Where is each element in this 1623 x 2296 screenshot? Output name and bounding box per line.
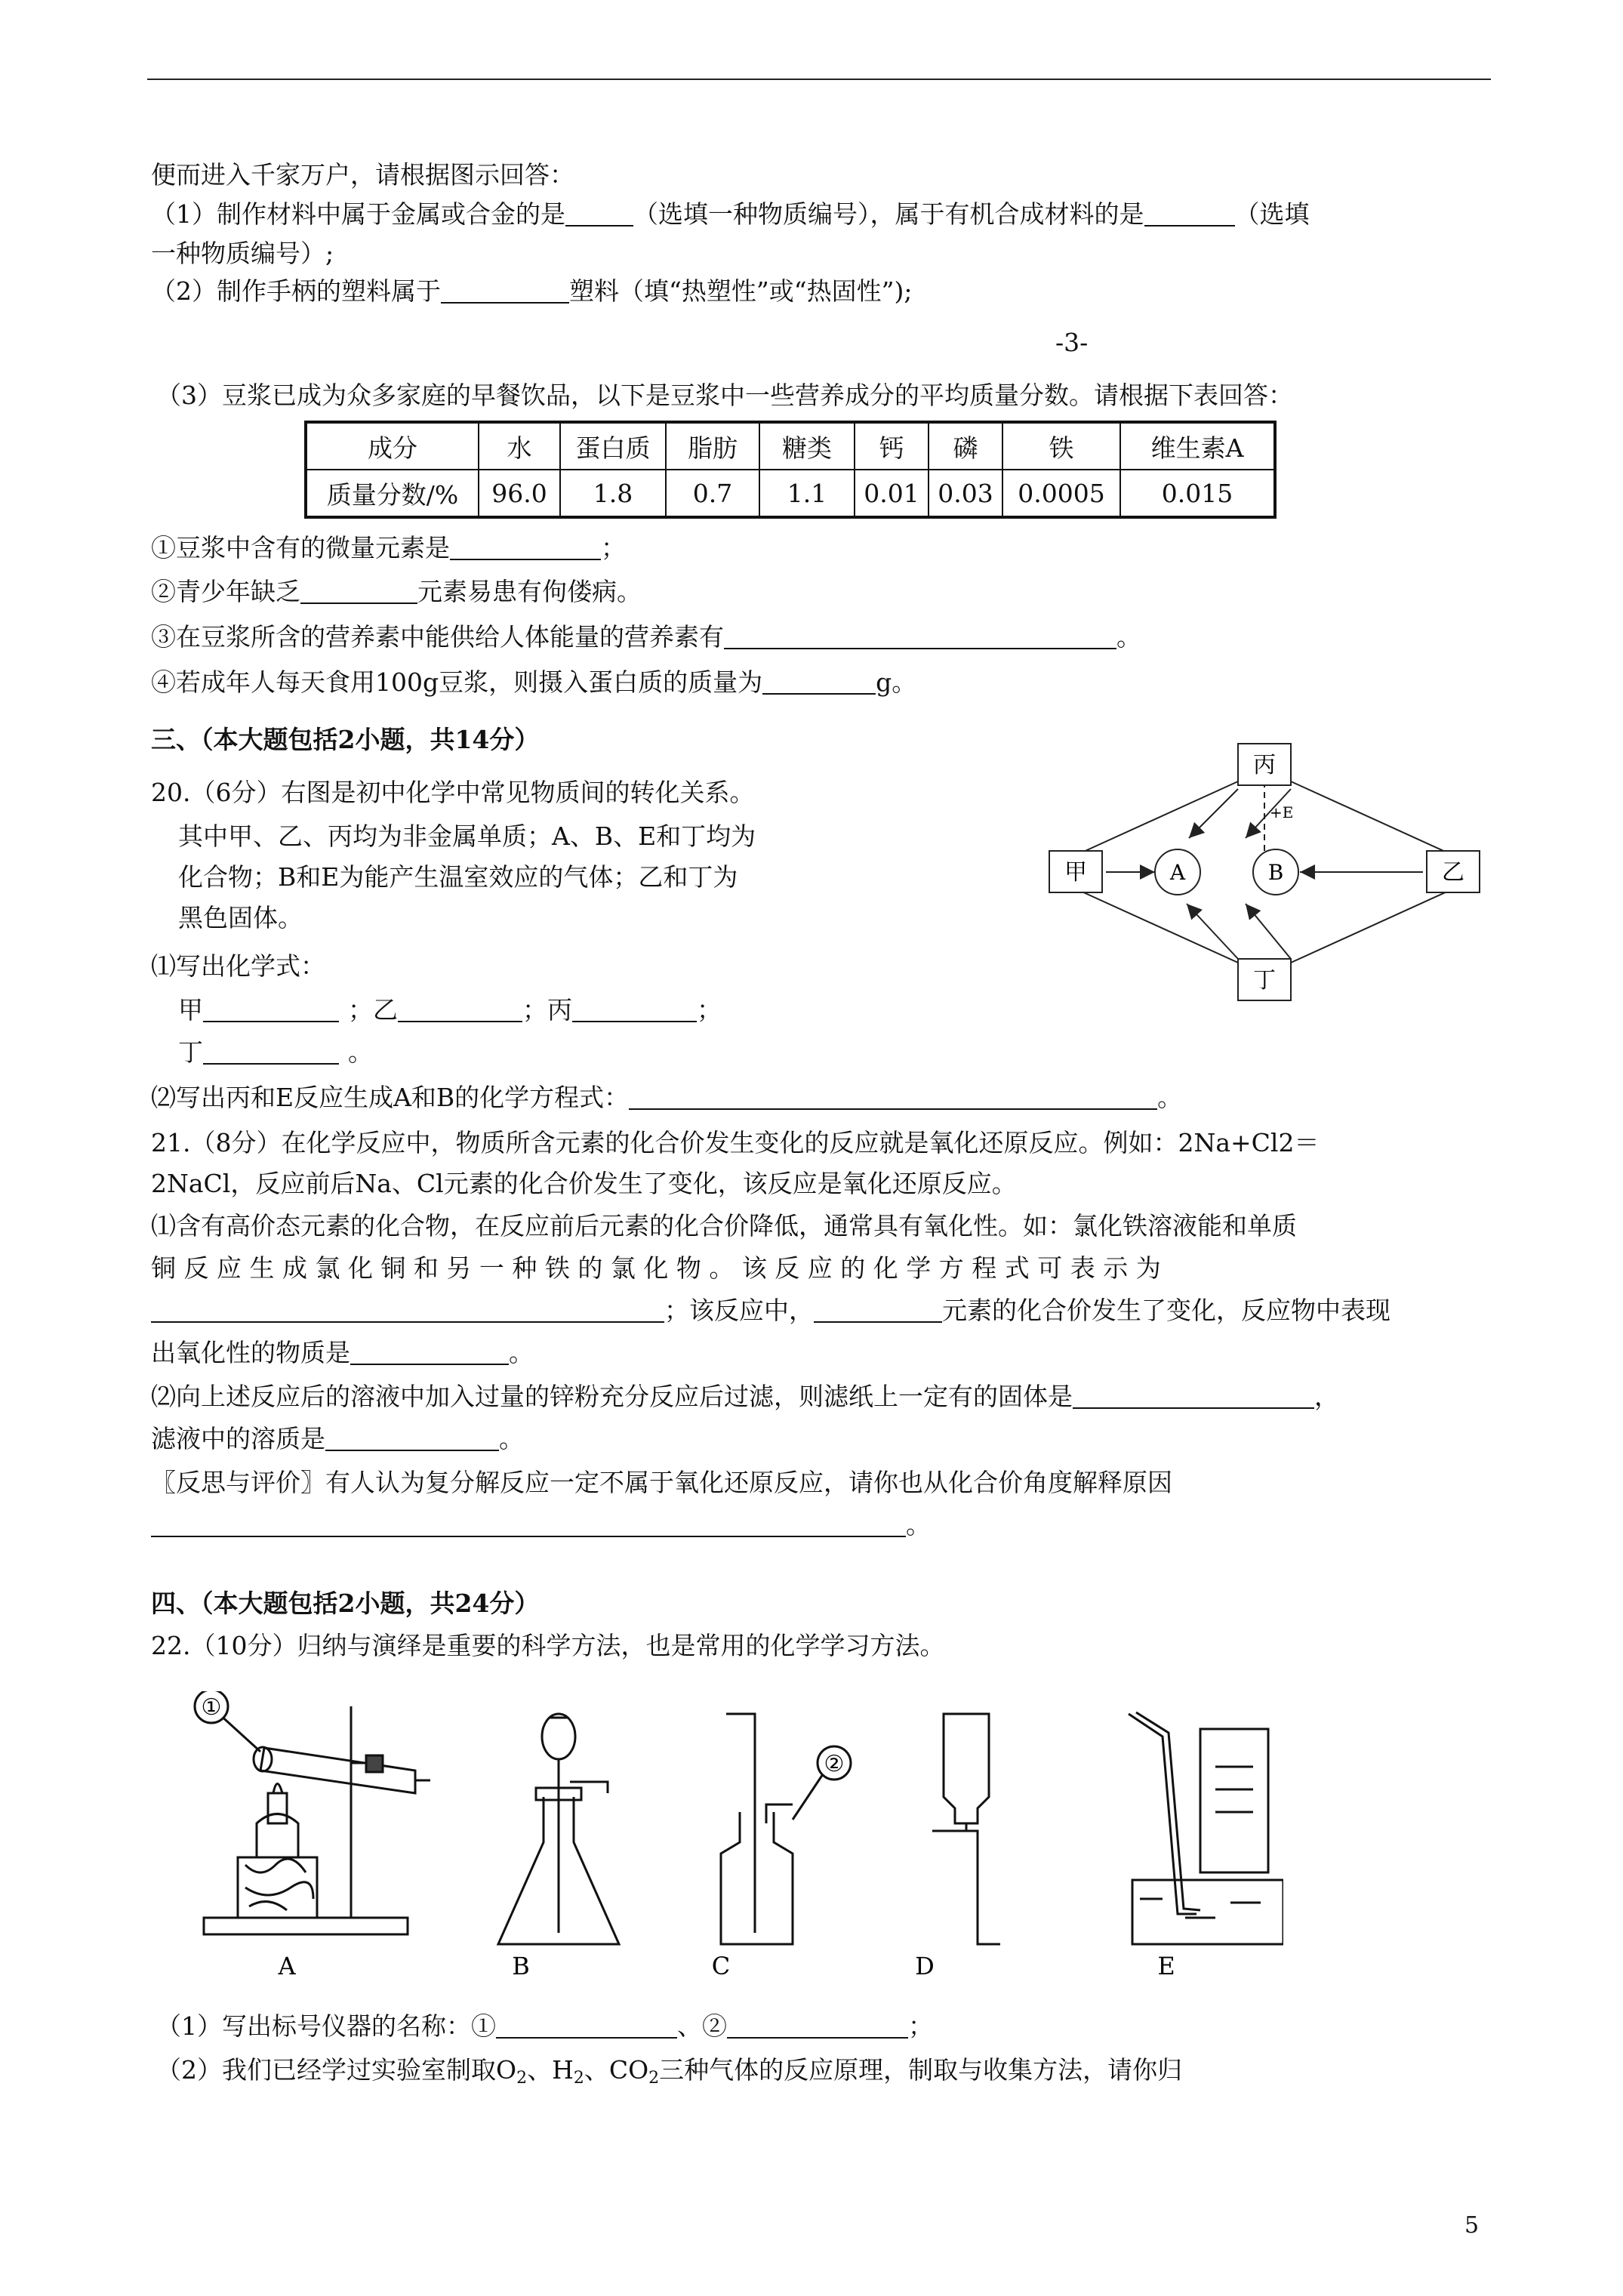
- text-line: 一种物质编号）;: [151, 239, 334, 268]
- table-row: 质量分数/% 96.0 1.8 0.7 1.1 0.01 0.03 0.0005 0.015: [306, 470, 1275, 517]
- label-d: D: [915, 1952, 935, 1978]
- text-line: 22.（10分）归纳与演绎是重要的科学方法，也是常用的化学学习方法。: [151, 1631, 945, 1660]
- page-marker: -3-: [1055, 328, 1089, 357]
- edge-line: [1291, 887, 1457, 963]
- question-line: （2）制作手柄的塑料属于 塑料（填“热塑性”或“热固性”);: [151, 276, 913, 306]
- conversion-diagram: [1019, 736, 1502, 1008]
- mark-2: ②: [824, 1751, 845, 1777]
- answer-blank[interactable]: [727, 2012, 908, 2039]
- answer-blank[interactable]: [496, 2012, 677, 2039]
- question-line: ①豆浆中含有的微量元素是 ；: [151, 533, 626, 562]
- text-line: （3）豆浆已成为众多家庭的早餐饮品，以下是豆浆中一些营养成分的平均质量分数。请根据下表回答：: [156, 381, 1293, 410]
- text-line: 20.（6分）右图是初中化学中常见物质间的转化关系。: [151, 778, 755, 807]
- text-line: 2NaCl，反应前后Na、Cl元素的化合价发生了变化，该反应是氧化还原反应。: [151, 1169, 1017, 1198]
- label-jia: 甲: [1064, 859, 1087, 886]
- answer-blank[interactable]: [629, 1083, 1157, 1110]
- text-line: 黑色固体。: [178, 903, 303, 932]
- edge-line: [1291, 781, 1457, 857]
- answer-blank[interactable]: [1073, 1382, 1314, 1409]
- answer-blank[interactable]: [441, 277, 569, 304]
- answer-blank[interactable]: [325, 1425, 499, 1451]
- page-number: 5: [1464, 2212, 1480, 2239]
- apparatus-figure: [189, 1691, 1283, 1978]
- answer-blank[interactable]: [203, 996, 339, 1022]
- answer-blank[interactable]: [450, 534, 601, 560]
- arrow: [1189, 789, 1238, 838]
- answer-blank[interactable]: [151, 1511, 906, 1537]
- answer-blank[interactable]: [350, 1339, 509, 1365]
- question-line: ③在豆浆所含的营养素中能供给人体能量的营养素有 。: [151, 622, 1141, 652]
- label-yi: 乙: [1442, 859, 1464, 886]
- label-b: B: [512, 1952, 530, 1978]
- question-line: ④若成年人每天食用100g豆浆，则摄入蛋白质的质量为 g。: [151, 667, 917, 697]
- edge-line: [1072, 887, 1238, 963]
- question-line: （1）制作材料中属于金属或合金的是 （选填一种物质编号），属于有机合成材料的是 （选填: [151, 199, 1310, 229]
- answer-blank[interactable]: [762, 668, 876, 695]
- table-header-row: 成分 水 蛋白质 脂肪 糖类 钙 磷 铁 维生素A: [306, 422, 1275, 470]
- label-e: E: [1157, 1952, 1175, 1978]
- question-line: 甲 ；乙 ；丙 ；: [178, 995, 722, 1025]
- apparatus-a: [195, 1691, 430, 1934]
- answer-blank[interactable]: [203, 1038, 339, 1065]
- answer-blank[interactable]: [151, 1296, 664, 1323]
- text-line: 其中甲、乙、丙均为非金属单质；A、B、E和丁均为: [178, 821, 756, 851]
- text-line: 便而进入千家万户，请根据图示回答：: [151, 160, 574, 190]
- text-line: 化合物；B和E为能产生温室效应的气体；乙和丁为: [178, 862, 738, 892]
- answer-blank[interactable]: [572, 996, 697, 1022]
- answer-blank[interactable]: [724, 623, 1116, 649]
- apparatus-d: [932, 1714, 1000, 1944]
- text-line: ⑴写出化学式：: [151, 951, 325, 981]
- question-line: 。: [151, 1510, 931, 1540]
- label-b: B: [1267, 860, 1284, 885]
- nutrition-table: [304, 421, 1277, 519]
- answer-blank[interactable]: [398, 996, 522, 1022]
- apparatus-c: [721, 1714, 851, 1944]
- question-line: ②青少年缺乏 元素易患有佝偻病。: [151, 577, 642, 606]
- answer-blank[interactable]: [565, 200, 633, 227]
- label-ding: 丁: [1253, 967, 1276, 994]
- question-line: ⑵向上述反应后的溶液中加入过量的锌粉充分反应后过滤，则滤纸上一定有的固体是 ，: [151, 1382, 1339, 1411]
- mark-1: ①: [201, 1694, 222, 1721]
- text-line: 铜 反 应 生 成 氯 化 铜 和 另 一 种 铁 的 氯 化 物 。 该 反 应 的 化 学 方 程 式 可 表 示 为: [151, 1253, 1161, 1283]
- question-line: （1）写出标号仪器的名称：① 、② ；: [156, 2011, 933, 2041]
- text-line: 〖反思与评价〗有人认为复分解反应一定不属于氧化还原反应，请你也从化合价角度解释原因: [151, 1468, 1172, 1497]
- arrow: [1246, 904, 1291, 959]
- label-a: A: [1169, 860, 1186, 885]
- label-c: C: [711, 1952, 731, 1978]
- answer-blank[interactable]: [1144, 200, 1235, 227]
- question-line: （2）我们已经学过实验室制取$O_2$、$H_2$、$CO_2$三种气体的反应原理，制取与收集方法，请你归: [156, 2055, 1183, 2088]
- text-line: ⑴含有高价态元素的化合物，在反应前后元素的化合价降低，通常具有氧化性。如：氯化铁溶液能和单质: [151, 1211, 1297, 1240]
- label-plus-e: +E: [1270, 803, 1294, 821]
- question-line: ；该反应中， 元素的化合价发生了变化，反应物中表现: [151, 1296, 1390, 1326]
- question-line: 丁 。: [178, 1037, 373, 1067]
- answer-blank[interactable]: [814, 1296, 942, 1323]
- answer-blank[interactable]: [300, 578, 417, 604]
- section-heading: 三、（本大题包括2小题，共14分）: [151, 725, 540, 754]
- question-line: 出氧化性的物质是 。: [151, 1338, 534, 1367]
- apparatus-e: [1129, 1712, 1283, 1944]
- edge-line: [1072, 781, 1238, 857]
- question-line: 滤液中的溶质是 。: [151, 1424, 524, 1453]
- label-bing: 丙: [1253, 752, 1276, 778]
- label-a: A: [278, 1952, 296, 1978]
- section-heading: 四、（本大题包括2小题，共24分）: [151, 1589, 540, 1618]
- question-line: ⑵写出丙和E反应生成A和B的化学方程式： 。: [151, 1083, 1183, 1112]
- apparatus-b: [498, 1714, 619, 1944]
- text-line: 21.（8分）在化学反应中，物质所含元素的化合价发生变化的反应就是氧化还原反应。例如：2Na+Cl2＝: [151, 1128, 1320, 1157]
- header-rule: [147, 79, 1491, 80]
